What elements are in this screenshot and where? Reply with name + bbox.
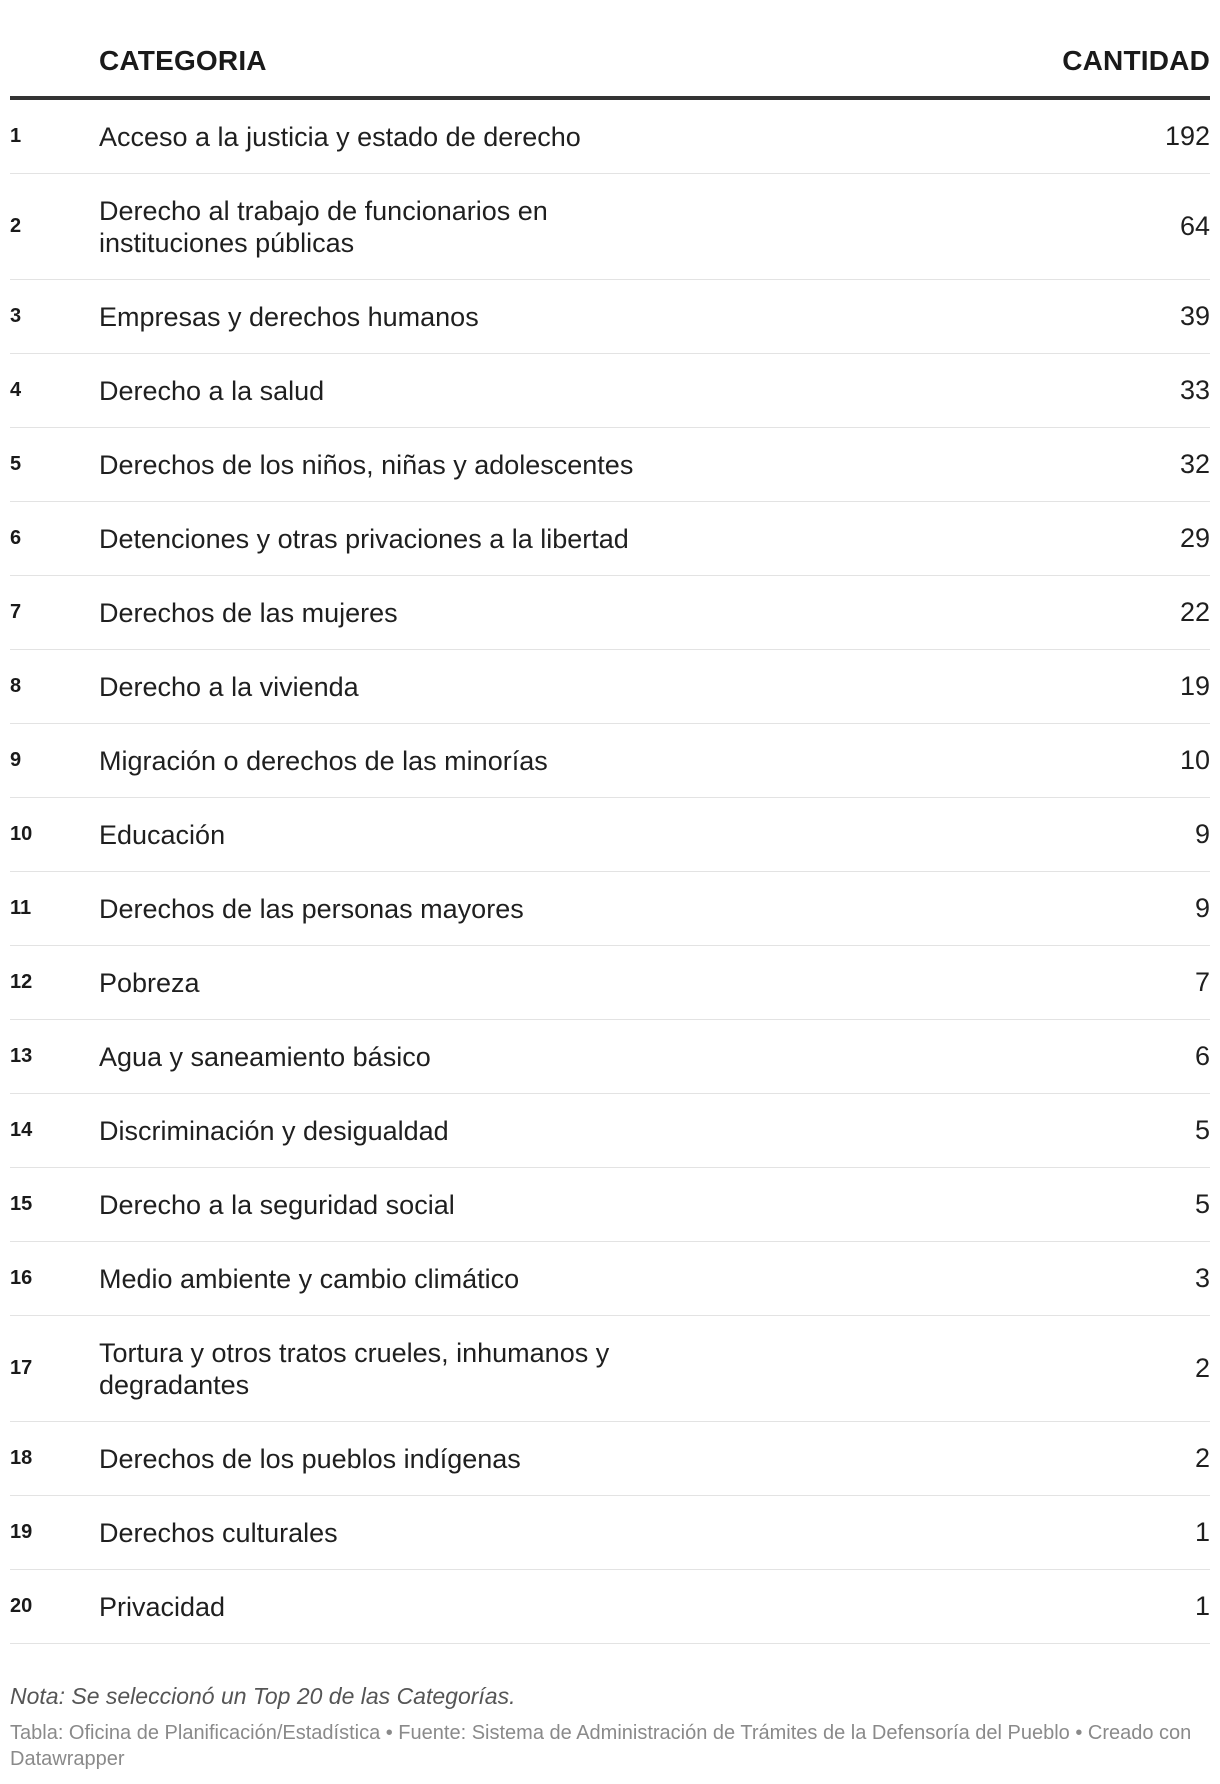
row-rank: 17: [10, 1357, 33, 1379]
row-rank: 9: [10, 749, 22, 771]
table-row: [10, 1422, 1210, 1496]
table-row: [10, 1496, 1210, 1570]
row-category: Derechos de las personas mayores: [99, 893, 524, 924]
row-value: 9: [1194, 819, 1210, 849]
row-value: 1: [1194, 1517, 1210, 1547]
row-rank: 2: [10, 215, 22, 237]
table-row: [10, 576, 1210, 650]
table-row: [10, 502, 1210, 576]
table-source: Tabla: Oficina de Planificación/Estadística • Fuente: Sistema de Administración de Trámites de la Defensoría del Pueblo • Creado con Datawrapper: [10, 1722, 1192, 1770]
row-value: 7: [1194, 967, 1210, 997]
column-header-quantity: CANTIDAD: [1062, 45, 1210, 76]
row-value: 5: [1194, 1115, 1210, 1145]
row-rank: 14: [10, 1119, 33, 1141]
row-rank: 18: [10, 1447, 33, 1469]
table-row: [10, 872, 1210, 946]
table-row: [10, 1242, 1210, 1316]
row-category: Empresas y derechos humanos: [99, 301, 479, 332]
row-category: Derechos de los pueblos indígenas: [99, 1443, 521, 1474]
row-value: 32: [1179, 449, 1210, 479]
table-row: [10, 1570, 1210, 1644]
row-category: Pobreza: [99, 967, 200, 998]
row-value: 64: [1179, 211, 1210, 241]
table-header: [10, 0, 1210, 100]
row-category: Acceso a la justicia y estado de derecho: [99, 121, 581, 152]
row-category: Agua y saneamiento básico: [99, 1041, 431, 1072]
row-rank: 6: [10, 527, 22, 549]
row-category: Derechos de los niños, niñas y adolescentes: [99, 449, 634, 480]
row-value: 2: [1194, 1353, 1210, 1383]
table-row: [10, 428, 1210, 502]
table-row: [10, 724, 1210, 798]
row-value: 2: [1194, 1443, 1210, 1473]
row-rank: 1: [10, 125, 22, 147]
table-row: [10, 798, 1210, 872]
table-row: [10, 1168, 1210, 1242]
table-footer: [10, 1680, 1210, 1772]
row-rank: 12: [10, 971, 33, 993]
row-value: 9: [1194, 893, 1210, 923]
table-body: [10, 100, 1210, 1644]
row-category: Derechos culturales: [99, 1517, 338, 1548]
row-category: Detenciones y otras privaciones a la libertad: [99, 523, 629, 554]
row-category: Derecho a la salud: [99, 375, 325, 406]
row-value: 10: [1179, 745, 1210, 775]
row-category: Discriminación y desigualdad: [99, 1115, 449, 1146]
row-value: 6: [1194, 1041, 1210, 1071]
row-rank: 10: [10, 823, 33, 845]
table-row: [10, 1316, 1210, 1422]
row-category: Derecho al trabajo de funcionarios en instituciones públicas: [99, 195, 548, 258]
row-rank: 15: [10, 1193, 33, 1215]
row-rank: 13: [10, 1045, 33, 1067]
row-rank: 8: [10, 675, 22, 697]
row-value: 39: [1179, 301, 1210, 331]
row-category: Medio ambiente y cambio climático: [99, 1263, 520, 1294]
row-category: Derechos de las mujeres: [99, 597, 398, 628]
table-row: [10, 1094, 1210, 1168]
row-value: 192: [1164, 121, 1210, 151]
row-rank: 3: [10, 305, 22, 327]
table-row: [10, 280, 1210, 354]
table-row: [10, 946, 1210, 1020]
row-rank: 19: [10, 1521, 33, 1543]
row-rank: 4: [10, 379, 22, 401]
row-rank: 20: [10, 1595, 33, 1617]
table-row: [10, 354, 1210, 428]
row-category: Educación: [99, 819, 226, 850]
row-rank: 7: [10, 601, 22, 623]
row-rank: 11: [10, 897, 32, 919]
row-value: 5: [1194, 1189, 1210, 1219]
row-category: Migración o derechos de las minorías: [99, 745, 548, 776]
row-value: 33: [1179, 375, 1210, 405]
table-row: [10, 174, 1210, 280]
row-rank: 16: [10, 1267, 33, 1289]
row-value: 1: [1194, 1591, 1210, 1621]
row-category: Derecho a la seguridad social: [99, 1189, 455, 1220]
row-value: 22: [1179, 597, 1210, 627]
table-row: [10, 650, 1210, 724]
row-value: 3: [1194, 1263, 1210, 1293]
row-value: 29: [1179, 523, 1210, 553]
row-category: Tortura y otros tratos crueles, inhumanos y degradantes: [99, 1337, 610, 1400]
row-category: Privacidad: [99, 1591, 226, 1622]
data-table: [10, 0, 1210, 1644]
column-header-category: CATEGORIA: [99, 45, 267, 76]
row-value: 19: [1179, 671, 1210, 701]
table-row: [10, 1020, 1210, 1094]
row-category: Derecho a la vivienda: [99, 671, 359, 702]
table-note: Nota: Se seleccionó un Top 20 de las Categorías.: [10, 1683, 516, 1709]
table-row: [10, 100, 1210, 174]
row-rank: 5: [10, 453, 22, 475]
